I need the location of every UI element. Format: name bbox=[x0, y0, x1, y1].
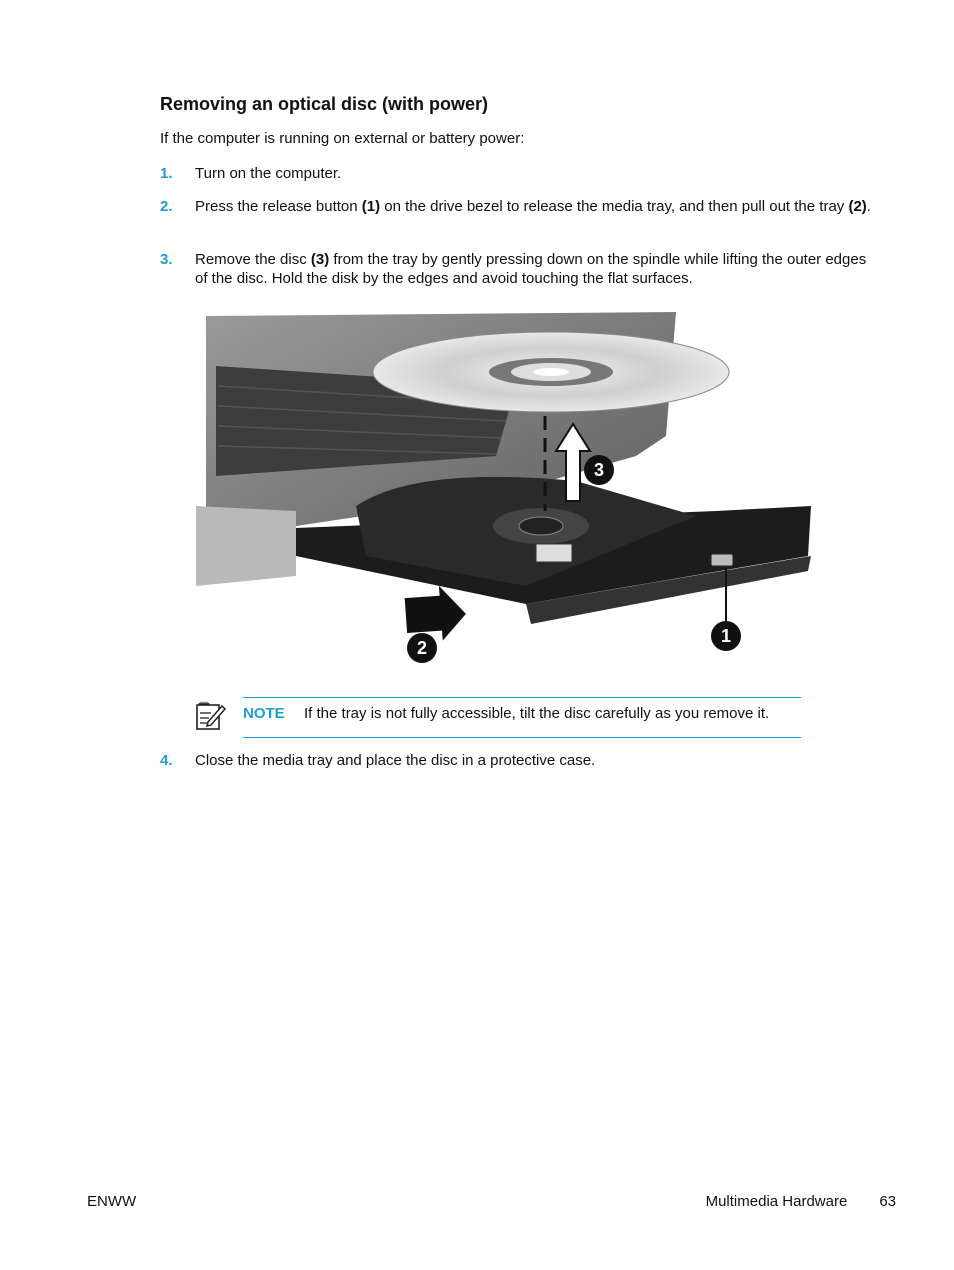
laptop-optical-drive-illustration bbox=[196, 306, 816, 666]
callout-2 bbox=[407, 633, 437, 663]
step-item bbox=[160, 164, 872, 183]
svg-text:1: 1 bbox=[720, 626, 732, 646]
arrow-right-icon bbox=[404, 584, 468, 643]
step-text: Press the release button (1) on the drive bezel to release the media tray, and then pull out the tray (2). bbox=[195, 198, 871, 215]
step-item bbox=[160, 751, 872, 770]
step-number: 4. bbox=[160, 752, 173, 769]
step-item bbox=[160, 197, 872, 216]
note-text: If the tray is not fully accessible, tilt the disc carefully as you remove it. bbox=[304, 705, 770, 722]
note-box bbox=[243, 697, 801, 738]
step-number: 1. bbox=[160, 165, 173, 182]
step-number: 2. bbox=[160, 198, 173, 215]
callout-1 bbox=[711, 621, 741, 651]
svg-text:3: 3 bbox=[593, 460, 605, 480]
page-number: 63 bbox=[879, 1193, 896, 1210]
section-heading: Removing an optical disc (with power) bbox=[160, 94, 489, 114]
step-text: Turn on the computer. bbox=[195, 165, 342, 182]
step-text: Close the media tray and place the disc in a protective case. bbox=[195, 752, 596, 769]
intro-text: If the computer is running on external or battery power: bbox=[160, 130, 525, 147]
footer-left: ENWW bbox=[87, 1193, 137, 1210]
release-button bbox=[711, 554, 733, 566]
step-item bbox=[160, 250, 872, 288]
step-text: Remove the disc (3) from the tray by gently pressing down on the spindle while lifting the outer edges of the disc. Hold the disk by the edges and avoid touching the flat surfaces. bbox=[195, 251, 867, 287]
note-label: NOTE bbox=[243, 705, 285, 722]
footer-right bbox=[706, 1193, 896, 1210]
footer-section: Multimedia Hardware bbox=[705, 1193, 848, 1210]
disc-icon bbox=[373, 332, 729, 412]
step-number: 3. bbox=[160, 251, 173, 268]
svg-text:2: 2 bbox=[416, 638, 428, 658]
note-pencil-icon bbox=[195, 700, 227, 732]
callout-3 bbox=[584, 455, 614, 485]
